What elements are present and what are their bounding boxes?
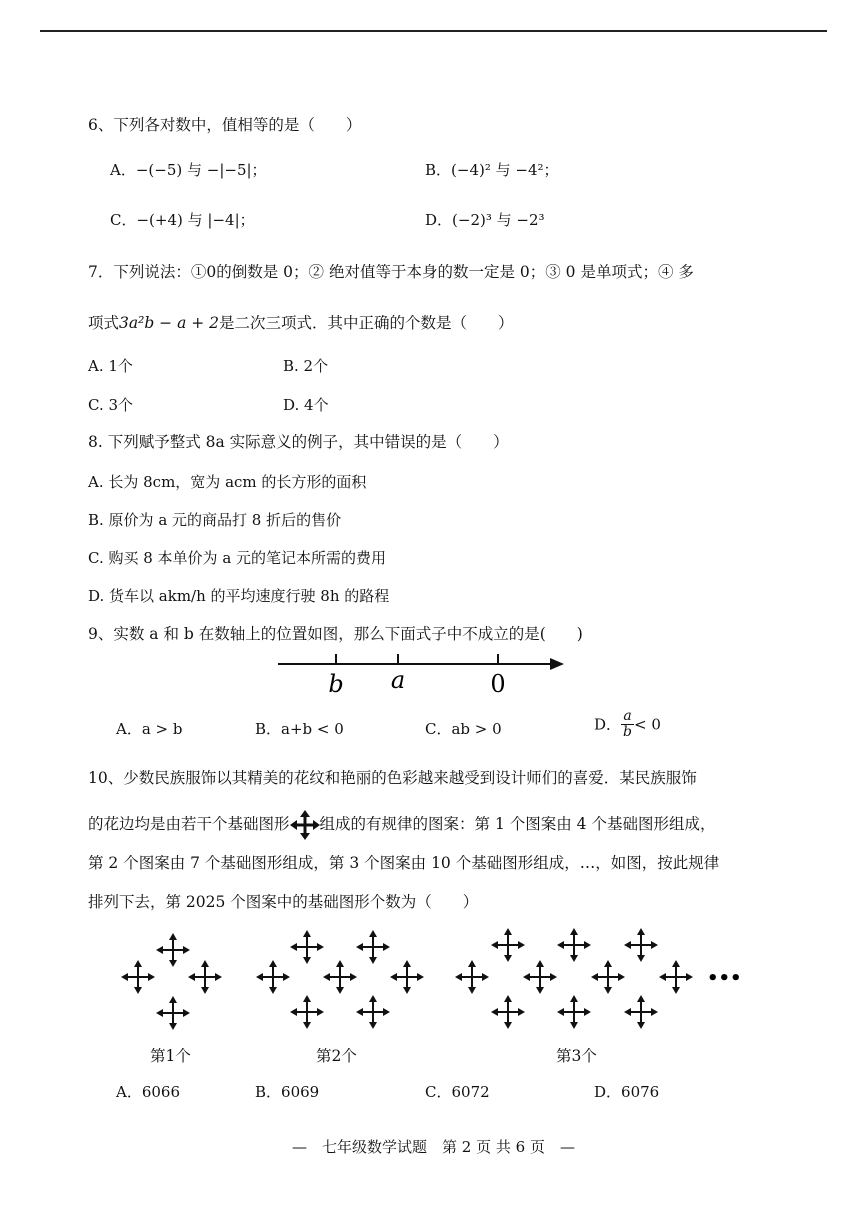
q6-option-c-letter: C．: [110, 211, 137, 229]
pattern-1: [121, 933, 222, 1030]
cross-arrow-icon: [156, 933, 190, 967]
q6-option-d-letter: D．: [425, 211, 453, 229]
q6-option-c-text: −(+4) 与 |−4|；: [136, 211, 255, 229]
q10-line3: 第 2 个图案由 7 个基础图形组成，第 3 个图案由 10 个基础图形组成，…，如图，按此规律: [88, 854, 720, 872]
q6-option-b-letter: B．: [425, 161, 452, 179]
cross-arrow-icon: [557, 995, 591, 1029]
q10-option-d[interactable]: D．6076: [594, 1083, 660, 1101]
q10-option-c[interactable]: C．6072: [425, 1083, 490, 1101]
pattern-figure: [100, 920, 760, 1050]
q10-option-b[interactable]: B．6069: [255, 1083, 320, 1101]
q7-stem-line2: [88, 313, 514, 333]
cross-arrow-icon: [290, 930, 324, 964]
q7-stem-line1: 7．下列说法：①0的倒数是 0；② 绝对值等于本身的数一定是 0；③ 0 是单项式；④ 多: [88, 263, 694, 281]
cross-arrow-icon: [455, 960, 489, 994]
q10-line1: 10、少数民族服饰以其精美的花纹和艳丽的色彩越来越受到设计师们的喜爱．某民族服饰: [88, 769, 697, 787]
axis-label-b: b: [328, 670, 344, 698]
axis-label-a: a: [390, 666, 406, 694]
q10-line2: [88, 810, 715, 840]
page-footer: — 七年级数学试题 第 2 页 共 6 页 —: [292, 1138, 575, 1156]
cross-arrow-icon: [188, 960, 222, 994]
q6-option-a-letter: A．: [110, 161, 136, 179]
q7-option-c[interactable]: C. 3个: [88, 396, 134, 414]
q9-option-d-fraction: [621, 709, 634, 740]
q6-stem: 6、下列各对数中，值相等的是（ ）: [88, 116, 362, 134]
cross-arrow-icon: [156, 996, 190, 1030]
q6-option-a[interactable]: [110, 160, 267, 180]
cross-arrow-icon: [659, 960, 693, 994]
q9-option-c[interactable]: C．ab > 0: [425, 720, 502, 738]
q7-option-d[interactable]: D. 4个: [283, 396, 329, 414]
cross-arrow-icon: [290, 810, 320, 840]
q9-option-b[interactable]: B．a+b < 0: [255, 720, 344, 738]
q6-option-b-text: (−4)² 与 −4²；: [451, 161, 559, 179]
q10-option-a[interactable]: A．6066: [116, 1083, 181, 1101]
header-rule: [40, 30, 827, 32]
q7-stem-suffix: 是二次三项式．其中正确的个数是（ ）: [219, 314, 514, 332]
pattern-3-caption: 第3个: [556, 1047, 597, 1065]
q9-option-d-tail: < 0: [634, 715, 661, 734]
q6-option-b[interactable]: [425, 160, 559, 180]
q10-line4: 排列下去，第 2025 个图案中的基础图形个数为（ ）: [88, 893, 479, 911]
q8-stem: 8. 下列赋予整式 8a 实际意义的例子，其中错误的是（ ）: [88, 433, 509, 451]
q10-line2-pre: 的花边均是由若干个基础图形: [88, 815, 290, 833]
pattern-1-caption: 第1个: [150, 1047, 191, 1065]
pattern-2-caption: 第2个: [316, 1047, 357, 1065]
q9-option-d[interactable]: [594, 709, 661, 740]
fraction-numerator: a: [621, 709, 634, 725]
cross-arrow-icon: [121, 960, 155, 994]
axis-label-zero: 0: [490, 670, 506, 698]
cross-arrow-icon: [624, 928, 658, 962]
number-line: [272, 648, 572, 698]
cross-arrow-icon: [591, 960, 625, 994]
cross-arrow-icon: [256, 960, 290, 994]
q8-option-b[interactable]: B. 原价为 a 元的商品打 8 折后的售价: [88, 511, 342, 529]
q8-option-a[interactable]: A. 长为 8cm，宽为 acm 的长方形的面积: [88, 473, 367, 491]
q6-option-d-text: (−2)³ 与 −2³: [452, 211, 545, 229]
q9-option-d-letter: D．: [594, 715, 622, 734]
q9-stem: 9、实数 a 和 b 在数轴上的位置如图，那么下面式子中不成立的是( ): [88, 625, 583, 643]
cross-arrow-icon: [356, 995, 390, 1029]
q6-option-d[interactable]: [425, 210, 545, 230]
cross-arrow-icon: [356, 930, 390, 964]
cross-arrow-icon: [491, 928, 525, 962]
q8-option-c[interactable]: C. 购买 8 本单价为 a 元的笔记本所需的费用: [88, 549, 387, 567]
cross-arrow-icon: [523, 960, 557, 994]
cross-arrow-icon: [557, 928, 591, 962]
pattern-3: [455, 928, 693, 1029]
cross-arrow-icon: [323, 960, 357, 994]
q8-option-d[interactable]: D. 货车以 akm/h 的平均速度行驶 8h 的路程: [88, 587, 390, 605]
q10-line2-post: 组成的有规律的图案：第 1 个图案由 4 个基础图形组成，: [319, 815, 716, 833]
cross-arrow-icon: [390, 960, 424, 994]
pattern-2: [256, 930, 424, 1029]
cross-arrow-icon: [624, 995, 658, 1029]
q6-option-a-text: −(−5) 与 −|−5|；: [135, 161, 267, 179]
cross-arrow-icon: [491, 995, 525, 1029]
q7-option-a[interactable]: A. 1个: [88, 357, 133, 375]
q7-polynomial: 3a²b − a + 2: [119, 314, 220, 332]
ellipsis: •••: [707, 968, 742, 989]
q9-option-a[interactable]: A．a > b: [116, 720, 183, 738]
cross-arrow-icon: [290, 995, 324, 1029]
arrow-right-icon: [550, 658, 564, 670]
fraction-denominator: b: [623, 724, 632, 740]
q7-option-b[interactable]: B. 2个: [283, 357, 329, 375]
q6-option-c[interactable]: [110, 210, 255, 230]
q7-stem-prefix: 项式: [88, 314, 120, 332]
